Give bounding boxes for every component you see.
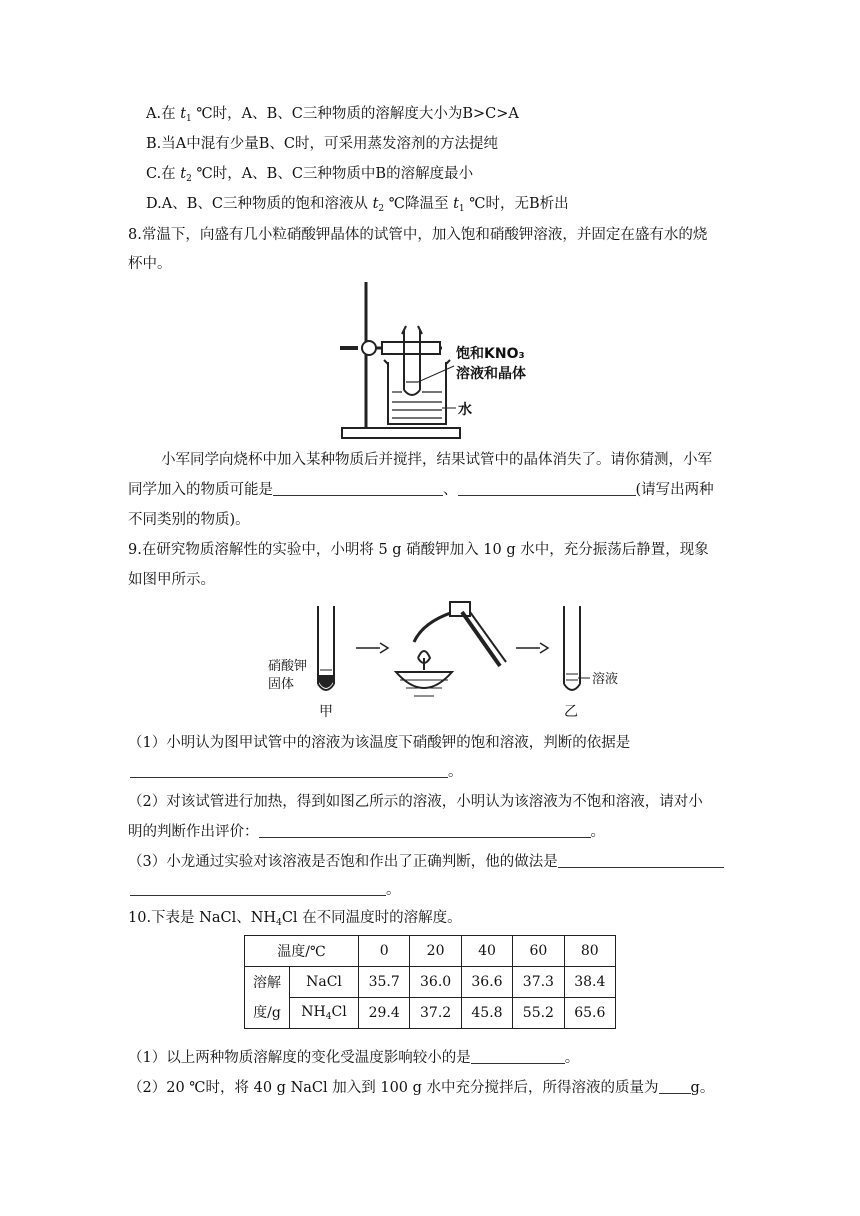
q9-sub1-line1: （1）小明认为图甲试管中的溶液为该温度下硝酸钾的饱和溶液，判断的依据是 <box>128 735 631 751</box>
fig-label-solid: 固体 <box>268 677 295 692</box>
q9-sub1-line2: 。 <box>130 762 463 782</box>
table-cell: 36.0 <box>410 967 461 998</box>
fig-label-kno3-solid: 硝酸钾 <box>268 659 308 674</box>
fig-label-jia: 甲 <box>319 704 333 720</box>
table-temp-cell: 0 <box>359 936 410 967</box>
q7-option-c: C.在 $t_2$ ℃时，A、B、C三种物质中B的溶解度最小 <box>146 166 474 184</box>
q8-answer-blank-2[interactable] <box>458 481 636 496</box>
table-temp-cell: 40 <box>461 936 512 967</box>
table-row-nh4cl <box>245 998 616 1029</box>
q8-answer-blank-1[interactable] <box>273 481 443 496</box>
q8-apparatus-figure <box>336 278 566 442</box>
q9-sub2-line2: 明的判断作出评价： 。 <box>128 824 605 840</box>
q10-sub1-blank[interactable] <box>471 1049 565 1064</box>
table-row-label: 溶解 度/g <box>245 967 290 1029</box>
table-cell: 45.8 <box>461 998 512 1029</box>
table-cell: 35.7 <box>359 967 410 998</box>
table-cell: 37.2 <box>410 998 461 1029</box>
q9-sub3-blank-b[interactable] <box>130 881 386 896</box>
table-temp-cell: 80 <box>564 936 615 967</box>
table-cell: 37.3 <box>513 967 564 998</box>
fig-label-yi: 乙 <box>564 704 578 720</box>
q10-stem: 10.下表是 NaCl、$NH_4Cl$ 在不同温度时的溶解度。 <box>128 910 462 928</box>
table-substance-nacl: NaCl <box>290 967 359 998</box>
q9-experiment-figure <box>264 598 624 722</box>
table-cell: 38.4 <box>564 967 615 998</box>
table-cell: 65.6 <box>564 998 615 1029</box>
fig-label-crystal: 溶液和晶体 <box>456 366 526 382</box>
q9-sub2-line1: （2）对该试管进行加热，得到如图乙所示的溶液，小明认为该溶液为不饱和溶液，请对小 <box>128 794 703 810</box>
q10-sub2: （2）20 ℃时，将 40 g NaCl 加入到 100 g 水中充分搅拌后，所得溶液的质量为 g。 <box>128 1080 715 1096</box>
q9-stem-line2: 如图甲所示。 <box>128 572 215 588</box>
table-substance-nh4cl: $NH_4Cl$ <box>290 998 359 1029</box>
fig-label-solution: 溶液 <box>592 672 619 687</box>
table-temp-cell: 20 <box>410 936 461 967</box>
q8-stem-line1: 8.常温下，向盛有几小粒硝酸钾晶体的试管中，加入饱和硝酸钾溶液，并固定在盛有水的烧 <box>128 227 708 243</box>
q9-stem-line1: 9.在研究物质溶解性的实验中，小明将 5 g 硝酸钾加入 10 g 水中，充分振荡后静置，现象 <box>128 542 709 558</box>
q7-option-b: B.当A中混有少量B、C时，可采用蒸发溶剂的方法提纯 <box>146 136 498 152</box>
q8-body-line3: 不同类别的物质)。 <box>128 512 250 528</box>
q8-stem-line2: 杯中。 <box>128 256 172 272</box>
q10-sub2-blank[interactable] <box>659 1079 691 1094</box>
table-cell: 36.6 <box>461 967 512 998</box>
q7-option-d: D.A、B、C三种物质的饱和溶液从 $t_2$ ℃降温至 $t_1$ ℃时，无B析出 <box>146 196 569 214</box>
q10-sub1: （1）以上两种物质溶解度的变化受温度影响较小的是 。 <box>128 1050 580 1066</box>
q9-sub3-line1: （3）小龙通过实验对该溶液是否饱和作出了正确判断，他的做法是 <box>128 852 724 872</box>
table-temp-cell: 60 <box>513 936 564 967</box>
q9-sub3-line2: 。 <box>130 880 401 900</box>
table-header-row <box>245 936 616 967</box>
q7-option-a: A.在 $t_1$ ℃时，A、B、C三种物质的溶解度大小为B>C>A <box>146 106 519 124</box>
q8-body-line1: 小军同学向烧杯中加入某种物质后并搅拌，结果试管中的晶体消失了。请你猜测，小军 <box>161 452 712 468</box>
q9-sub3-blank-a[interactable] <box>558 853 724 868</box>
q9-sub2-blank[interactable] <box>259 823 591 838</box>
fig-label-water: 水 <box>458 402 472 418</box>
fig-label-saturated-solution: 饱和KNO₃ <box>456 346 525 362</box>
q8-body-line2: 同学加入的物质可能是 、 (请写出两种 <box>128 482 714 498</box>
q9-sub1-blank[interactable] <box>130 763 448 778</box>
table-row-nacl <box>245 967 616 998</box>
solubility-table <box>244 935 616 1029</box>
table-cell: 55.2 <box>513 998 564 1029</box>
table-header-temp: 温度/℃ <box>245 936 359 967</box>
table-cell: 29.4 <box>359 998 410 1029</box>
